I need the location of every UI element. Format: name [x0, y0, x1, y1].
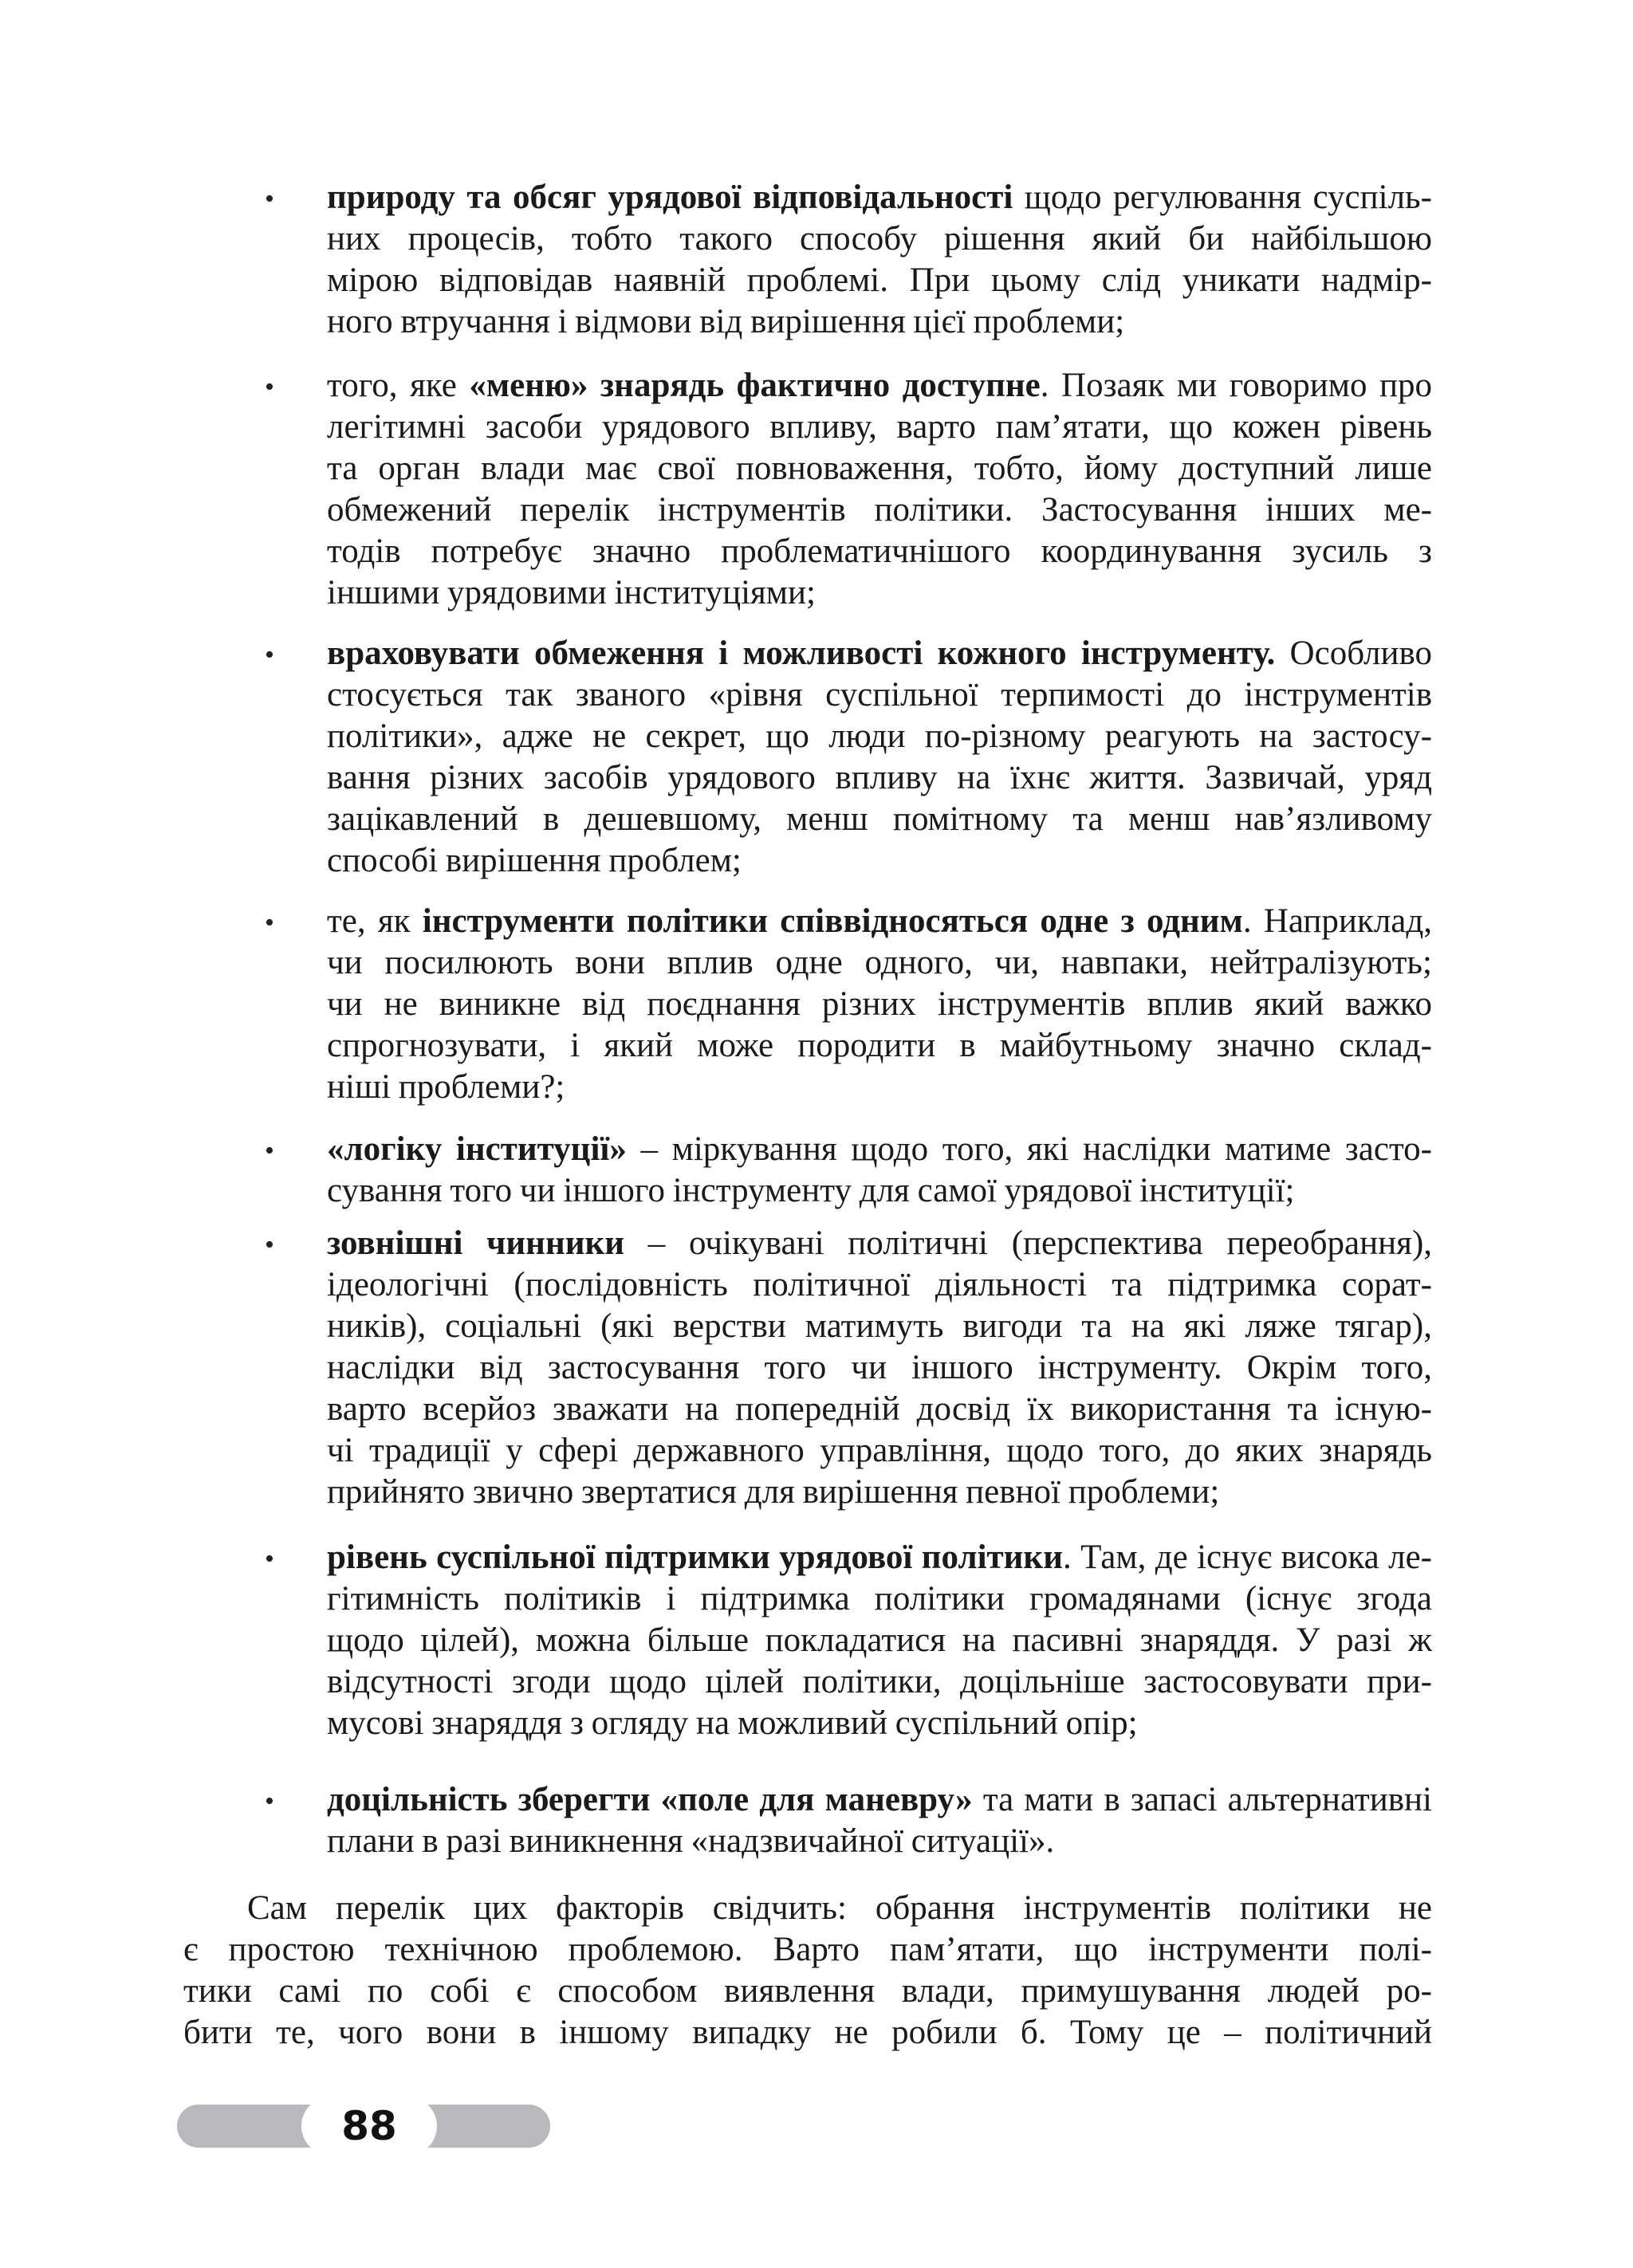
text-run: чи посилюють вони вплив одне одного, чи, навпаки, нейтралізують;: [327, 944, 1432, 981]
text-line: [327, 407, 1432, 448]
text-line: [327, 1389, 1432, 1430]
text-run: Особливо: [1289, 635, 1432, 672]
text-run: політики», адже не секрет, що люди по-різному реагують на застосу-: [327, 717, 1432, 755]
bullet-icon: •: [265, 184, 274, 214]
text-run: гітимність політиків і підтримка політики громадянами (існує згода: [327, 1580, 1432, 1617]
text-line: [327, 1223, 1432, 1264]
text-line: [327, 840, 1432, 882]
text-run: спрогнозувати, і який може породити в майбутньому значно склад-: [327, 1027, 1432, 1064]
text-run: варто всерйоз зважати на попередній досвід їх використання та існую-: [327, 1390, 1432, 1428]
text-line: [327, 984, 1432, 1025]
text-run: чі традиції у сфері державного управління, щодо того, до яких знарядь: [327, 1432, 1432, 1469]
text-run: них процесів, тобто такого способу рішення який би найбільшою: [327, 220, 1432, 257]
text-run: . Наприклад,: [1242, 902, 1432, 940]
text-run: . Позаяк ми говоримо про: [1040, 367, 1432, 404]
text-line: [183, 2012, 1432, 2054]
text-line: [327, 633, 1432, 674]
text-line: [327, 1067, 1432, 1108]
text-line: [327, 1347, 1432, 1389]
text-line: [327, 572, 1432, 614]
text-run: обмежений перелік інструментів політики. Застосування інших ме-: [327, 491, 1432, 529]
bullet-icon: •: [265, 1544, 274, 1574]
text-line: [327, 1661, 1432, 1703]
text-run: тики самі по собі є способом виявлення влади, примушування людей ро-: [183, 1972, 1432, 2010]
footer-bar-right: [423, 2105, 550, 2148]
text-run: плани в разі виникнення «надзвичайної ситуації».: [327, 1822, 1055, 1860]
text-line: [327, 1703, 1432, 1744]
bold-phrase: інструменти політики співвідносяться одне з одним: [422, 902, 1243, 940]
text-line: [327, 1620, 1432, 1661]
bullet-icon: •: [265, 372, 274, 402]
text-run: іншими урядовими інституціями;: [327, 574, 816, 611]
bold-phrase: природу та обсяг урядової відповідальності: [327, 179, 1013, 216]
text-run: – міркування щодо того, які наслідки матиме засто-: [626, 1130, 1432, 1168]
bold-phrase: зовнішні чинники: [327, 1224, 625, 1262]
bold-phrase: доцільність зберегти «поле для маневру»: [327, 1781, 973, 1818]
text-line: [327, 1578, 1432, 1620]
text-run: ного втручання і відмови від вирішення цієї проблеми;: [327, 303, 1125, 340]
text-run: легітимні засоби урядового впливу, варто пам’ятати, що кожен рівень: [327, 408, 1432, 446]
text-run: вання різних засобів урядового впливу на їхнє життя. Зазвичай, уряд: [327, 759, 1432, 796]
text-line: [327, 1430, 1432, 1472]
text-line: [327, 1264, 1432, 1306]
text-run: та мати в запасі альтернативні: [972, 1781, 1432, 1818]
text-line: [327, 674, 1432, 716]
text-run: мірою відповідав наявній проблемі. При цьому слід уникати надмір-: [327, 261, 1432, 299]
text-run: прийнято звично звертатися для вирішення певної проблеми;: [327, 1473, 1220, 1511]
text-line: [327, 301, 1432, 343]
text-line: [327, 260, 1432, 301]
text-run: є простою технічною проблемою. Варто пам’ятати, що інструменти полі-: [183, 1931, 1432, 1968]
page-number: 88: [341, 2103, 397, 2149]
bullet-icon: •: [265, 1230, 274, 1260]
text-line: [327, 901, 1432, 942]
text-line: [327, 1025, 1432, 1067]
text-run: мусові знаряддя з огляду на можливий суспільний опір;: [327, 1704, 1138, 1742]
text-run: зацікавлений в дешевшому, менш помітному та менш нав’язливому: [327, 800, 1432, 838]
text-line: [327, 1821, 1432, 1862]
text-line: [327, 942, 1432, 984]
bullet-icon: •: [265, 1136, 274, 1165]
text-line: [183, 1929, 1432, 1971]
text-line: [327, 1472, 1432, 1513]
text-run: наслідки від застосування того чи іншого інструменту. Окрім того,: [327, 1349, 1432, 1386]
text-run: відсутності згоди щодо цілей політики, доцільніше застосовувати при-: [327, 1663, 1432, 1700]
text-line: [327, 218, 1432, 260]
text-run: щодо цілей), можна більше покладатися на пасивні знаряддя. У разі ж: [327, 1621, 1432, 1659]
text-run: щодо регулювання суспіль-: [1013, 179, 1432, 216]
text-line: [327, 177, 1432, 218]
bold-phrase: рівень суспільної підтримки урядової політики: [327, 1539, 1063, 1576]
text-line: [327, 448, 1432, 489]
text-run: – очікувані політичні (перспектива переобрання),: [624, 1224, 1432, 1262]
text-line: [327, 489, 1432, 531]
bold-phrase: «логіку інституції»: [327, 1130, 627, 1168]
text-line: [327, 1306, 1432, 1347]
text-line: [327, 1170, 1432, 1212]
text-run: ідеологічні (послідовність політичної діяльності та підтримка сорат-: [327, 1266, 1432, 1303]
text-run: ників), соціальні (які верстви матимуть вигоди та на які ляже тягар),: [327, 1307, 1432, 1345]
text-run: та орган влади має свої повноваження, тобто, йому доступний лише: [327, 450, 1432, 487]
text-line: [327, 1779, 1432, 1821]
text-run: чи не виникне від поєднання різних інструментів вплив який важко: [327, 985, 1432, 1023]
text-run: тодів потребує значно проблематичнішого координування зусиль з: [327, 533, 1432, 570]
text-line: [327, 716, 1432, 757]
bold-phrase: враховувати обмеження і можливості кожного інструменту.: [327, 635, 1276, 672]
text-run: те, як: [327, 902, 423, 940]
text-line: [327, 1537, 1432, 1578]
text-run: того, яке: [327, 367, 470, 404]
text-run: бити те, чого вони в іншому випадку не робили б. Тому це – політичний: [183, 2014, 1432, 2051]
bullet-icon: •: [265, 1786, 274, 1816]
text-run: сування того чи іншого інструменту для самої урядової інституції;: [327, 1172, 1295, 1209]
text-line: [327, 531, 1432, 572]
text-line: [327, 365, 1432, 407]
text-line: [327, 1129, 1432, 1170]
text-run: способі вирішення проблем;: [327, 842, 742, 879]
text-run: . Там, де існує висока ле-: [1062, 1539, 1432, 1576]
text-run: стосується так званого «рівня суспільної терпимості до інструментів: [327, 676, 1432, 713]
text-line: [183, 1971, 1432, 2012]
text-line: [327, 757, 1432, 799]
bullet-icon: •: [265, 640, 274, 670]
bold-phrase: «меню» знарядь фактично доступне: [469, 367, 1041, 404]
text-run: ніші проблеми?;: [327, 1068, 565, 1106]
bullet-icon: •: [265, 908, 274, 937]
text-run: Сам перелік цих факторів свідчить: обрання інструментів політики не: [247, 1889, 1432, 1927]
text-line: [327, 799, 1432, 840]
text-line: [247, 1888, 1432, 1929]
